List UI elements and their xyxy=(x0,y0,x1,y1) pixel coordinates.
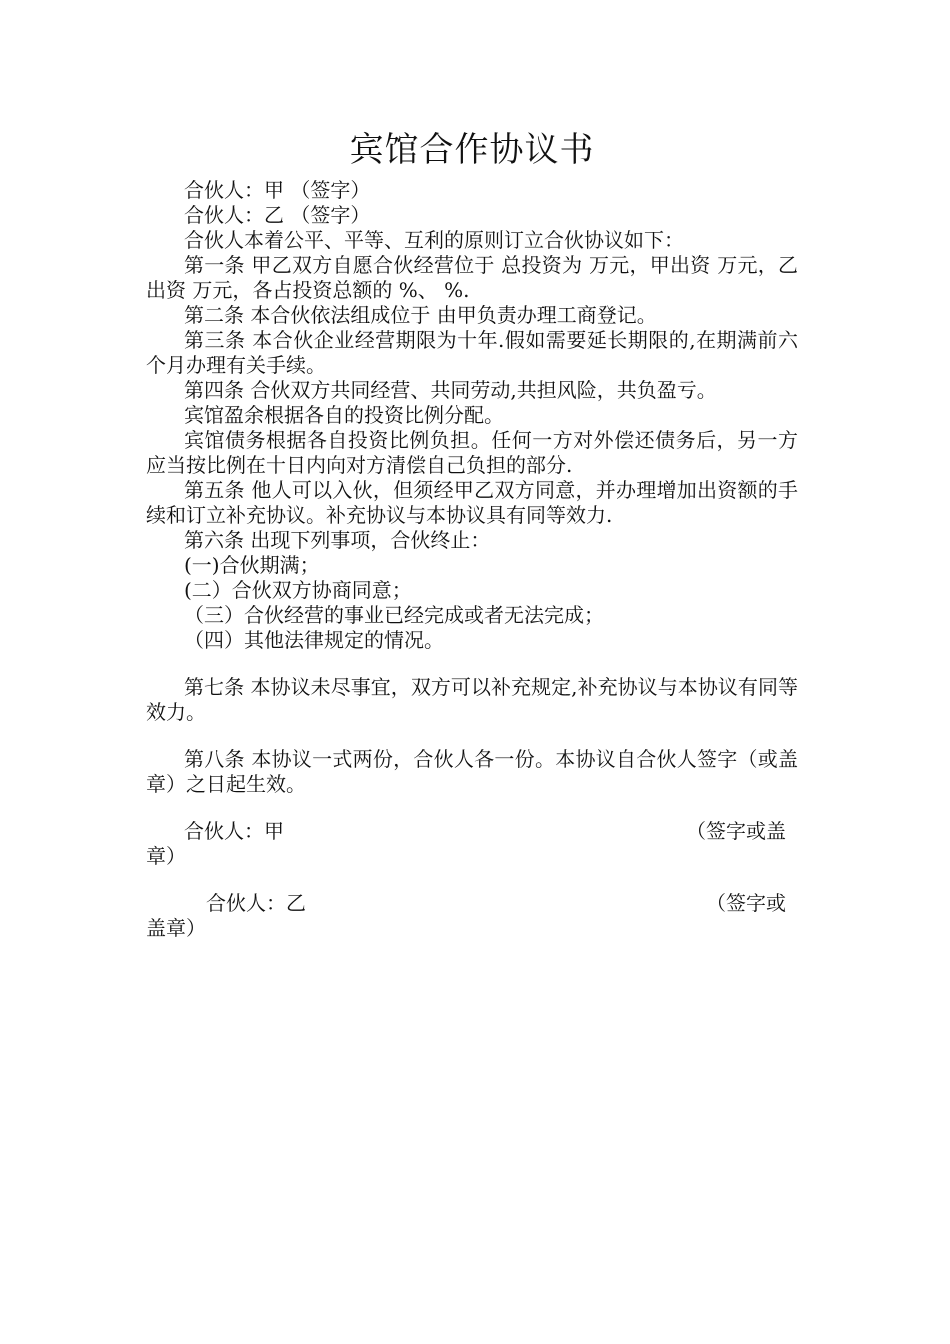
preamble: 合伙人本着公平、平等、互利的原则订立合伙协议如下： xyxy=(184,228,684,252)
signature-b-seal-note-tail: 盖章） xyxy=(146,916,206,940)
spacer xyxy=(146,797,798,819)
termination-item-1: (一)合伙期满； xyxy=(184,553,320,577)
document-title: 宾馆合作协议书 xyxy=(349,130,595,170)
article-6: 第六条 出现下列事项，合伙终止： xyxy=(184,528,491,552)
spacer xyxy=(146,653,798,675)
article-2: 第二条 本合伙依法组成位于 由甲负责办理工商登记。 xyxy=(184,303,657,327)
signature-b-seal-note: （签字或 xyxy=(706,891,786,915)
partner-a-line: 合伙人：甲 （签字） xyxy=(184,178,371,202)
article-4: 第四条 合伙双方共同经营、共同劳动,共担风险，共负盈亏。 xyxy=(184,378,717,402)
termination-item-3: （三）合伙经营的事业已经完成或者无法完成； xyxy=(184,603,604,627)
signature-a-seal-note-tail: 章） xyxy=(146,844,186,868)
termination-item-2: (二）合伙双方协商同意； xyxy=(184,578,412,602)
article-8: 第八条 本协议一式两份，合伙人各一份。本协议自合伙人签字（或盖章）之日起生效。 xyxy=(146,747,798,796)
termination-item-4: （四）其他法律规定的情况。 xyxy=(184,628,444,652)
profit-distribution: 宾馆盈余根据各自的投资比例分配。 xyxy=(184,403,504,427)
spacer xyxy=(146,725,798,747)
article-3: 第三条 本合伙企业经营期限为十年.假如需要延长期限的,在期满前六个月办理有关手续。 xyxy=(146,328,798,377)
signature-a-seal-note: （签字或盖 xyxy=(686,819,786,843)
document-body xyxy=(146,128,798,941)
signature-b-label: 合伙人：乙 xyxy=(206,891,306,915)
article-7: 第七条 本协议未尽事宜，双方可以补充规定,补充协议与本协议有同等效力。 xyxy=(146,675,798,724)
signature-a-label: 合伙人：甲 xyxy=(184,819,284,843)
spacer xyxy=(146,869,798,891)
signature-row-b xyxy=(146,891,798,916)
article-5: 第五条 他人可以入伙，但须经甲乙双方同意，并办理增加出资额的手续和订立补充协议。补充协议与本协议具有同等效力. xyxy=(146,478,798,527)
article-1: 第一条 甲乙双方自愿合伙经营位于 总投资为 万元，甲出资 万元，乙出资 万元，各占投资总额的 %、 %. xyxy=(146,253,798,302)
signature-row-a xyxy=(146,819,798,844)
debt-allocation: 宾馆债务根据各自投资比例负担。任何一方对外偿还债务后，另一方应当按比例在十日内向对方清偿自己负担的部分. xyxy=(146,428,798,477)
partner-b-line: 合伙人：乙 （签字） xyxy=(184,203,371,227)
